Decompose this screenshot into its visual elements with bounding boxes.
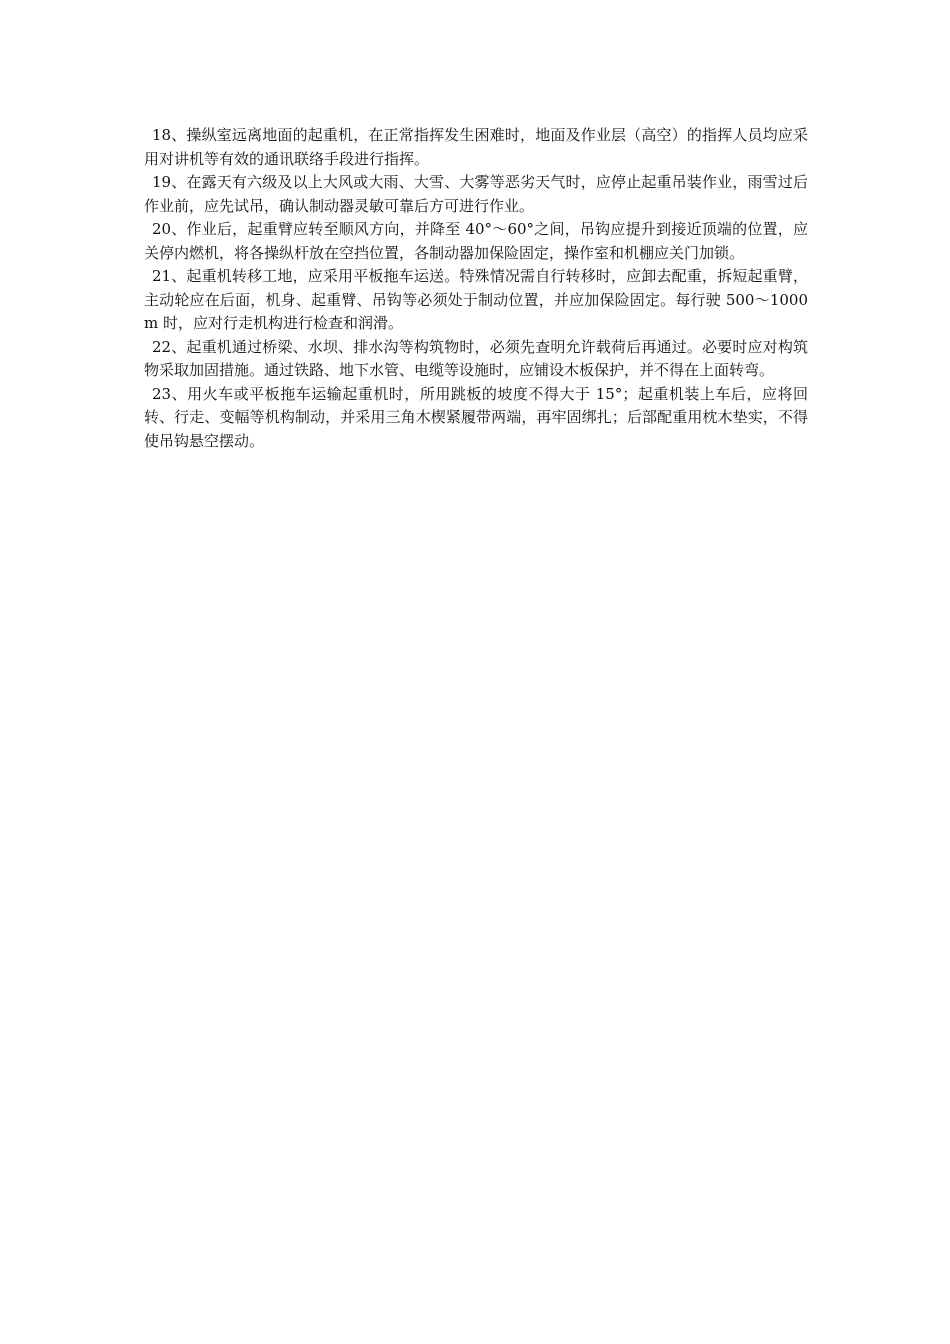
paragraph-20: 20、作业后，起重臂应转至顺风方向，并降至 40°～60°之间，吊钩应提升到接近顶端的位置，应关停内燃机，将各操纵杆放在空挡位置，各制动器加保险固定，操作室和机棚应关门加锁。 xyxy=(144,220,808,262)
paragraph-23: 23、用火车或平板拖车运输起重机时，所用跳板的坡度不得大于 15°；起重机装上车后，应将回转、行走、变幅等机构制动，并采用三角木楔紧履带两端，再牢固绑扎；后部配重用枕木垫实，不得使吊钩悬空摆动。 xyxy=(144,384,808,450)
paragraph-21: 21、起重机转移工地，应采用平板拖车运送。特殊情况需自行转移时，应卸去配重，拆短起重臂，主动轮应在后面，机身、起重臂、吊钩等必须处于制动位置，并应加保险固定。每行驶 500～1000m 时，应对行走机构进行检查和润滑。 xyxy=(144,267,808,332)
paragraph-22: 22、起重机通过桥梁、水坝、排水沟等构筑物时，必须先查明允许载荷后再通过。必要时应对构筑物采取加固措施。通过铁路、地下水管、电缆等设施时，应铺设木板保护，并不得在上面转弯。 xyxy=(144,337,808,379)
paragraph-19: 19、在露天有六级及以上大风或大雨、大雪、大雾等恶劣天气时，应停止起重吊装作业，雨雪过后作业前，应先试吊，确认制动器灵敏可靠后方可进行作业。 xyxy=(144,173,808,215)
paragraph-18: 18、操纵室远离地面的起重机，在正常指挥发生困难时，地面及作业层（高空）的指挥人员均应采用对讲机等有效的通讯联络手段进行指挥。 xyxy=(144,126,808,168)
document-body xyxy=(144,124,808,453)
